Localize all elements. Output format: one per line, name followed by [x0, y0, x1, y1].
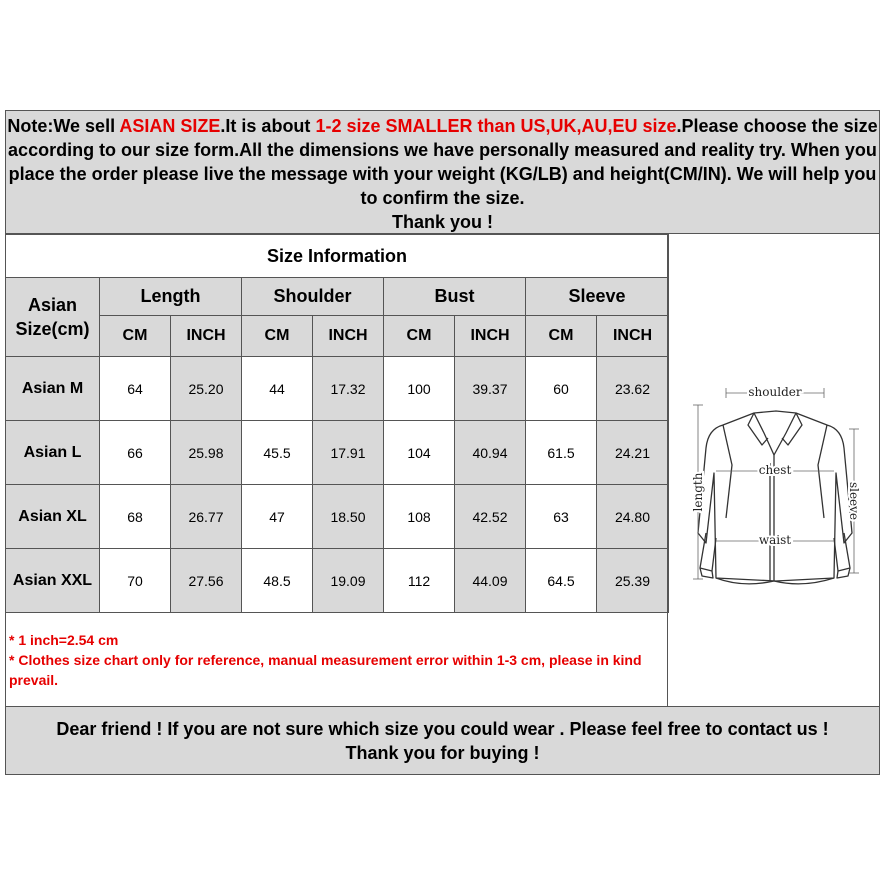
- cell-bust-inch: 44.09: [455, 549, 526, 613]
- measurement-notes: [5, 612, 668, 707]
- table-row: [6, 421, 669, 485]
- waist-label: waist: [758, 533, 792, 547]
- shirt-icon: [668, 233, 880, 705]
- size-table: [5, 234, 669, 613]
- note-text-2: .It is about: [220, 116, 316, 136]
- cell-length-inch: 26.77: [171, 485, 242, 549]
- cell-shoulder-inch: 19.09: [313, 549, 384, 613]
- cell-bust-inch: 42.52: [455, 485, 526, 549]
- cell-sleeve-cm: 63: [526, 485, 597, 549]
- inch-conversion-note: * 1 inch=2.54 cm: [9, 632, 119, 648]
- row-size-label: Asian XXL: [6, 549, 100, 613]
- row-size-label: Asian L: [6, 421, 100, 485]
- cell-bust-cm: 112: [384, 549, 455, 613]
- row-size-label: Asian M: [6, 357, 100, 421]
- cell-shoulder-cm: 47: [242, 485, 313, 549]
- note-asian-size: ASIAN SIZE: [119, 116, 221, 136]
- cell-shoulder-cm: 44: [242, 357, 313, 421]
- sleeve-label: sleeve: [847, 481, 861, 521]
- cell-length-cm: 64: [100, 357, 171, 421]
- cell-sleeve-cm: 61.5: [526, 421, 597, 485]
- cell-length-cm: 66: [100, 421, 171, 485]
- cell-bust-cm: 100: [384, 357, 455, 421]
- group-header-length: Length: [100, 278, 242, 316]
- unit-header-inch: INCH: [171, 316, 242, 357]
- unit-header-cm: CM: [100, 316, 171, 357]
- shoulder-label: shoulder: [748, 385, 802, 399]
- note-smaller-warning: 1-2 size SMALLER than US,UK,AU,EU size: [315, 116, 677, 136]
- chest-label: chest: [758, 463, 792, 477]
- cell-length-inch: 25.98: [171, 421, 242, 485]
- group-header-bust: Bust: [384, 278, 526, 316]
- cell-shoulder-inch: 18.50: [313, 485, 384, 549]
- cell-sleeve-inch: 24.21: [597, 421, 669, 485]
- note-text-3: .Please choose the size according to our size form.All the dimensions we have personally measured and reality try. When you place the order please live the message with your weight (KG/LB) and height(CM/IN). We will help you to confirm the size.: [8, 116, 878, 208]
- note-text-1: Note:We sell: [7, 116, 120, 136]
- cell-shoulder-inch: 17.32: [313, 357, 384, 421]
- cell-bust-inch: 40.94: [455, 421, 526, 485]
- group-header-shoulder: Shoulder: [242, 278, 384, 316]
- cell-sleeve-inch: 25.39: [597, 549, 669, 613]
- row-size-label: Asian XL: [6, 485, 100, 549]
- cell-length-inch: 27.56: [171, 549, 242, 613]
- cell-sleeve-cm: 60: [526, 357, 597, 421]
- size-column-header: Asian Size(cm): [6, 278, 100, 357]
- unit-header-inch: INCH: [455, 316, 526, 357]
- table-row: [6, 485, 669, 549]
- cell-sleeve-cm: 64.5: [526, 549, 597, 613]
- cell-shoulder-cm: 45.5: [242, 421, 313, 485]
- unit-header-cm: CM: [526, 316, 597, 357]
- table-row: [6, 357, 669, 421]
- cell-bust-cm: 108: [384, 485, 455, 549]
- group-header-sleeve: Sleeve: [526, 278, 669, 316]
- unit-header-cm: CM: [242, 316, 313, 357]
- table-row: [6, 549, 669, 613]
- unit-header-inch: INCH: [597, 316, 669, 357]
- length-label: length: [691, 472, 705, 512]
- note-thanks: Thank you !: [391, 212, 493, 232]
- shirt-measurement-diagram: [667, 233, 880, 707]
- contact-footer: [5, 706, 880, 775]
- contact-message: Dear friend ! If you are not sure which size you could wear . Please feel free to contact us !: [56, 719, 829, 739]
- cell-length-inch: 25.20: [171, 357, 242, 421]
- cell-bust-inch: 39.37: [455, 357, 526, 421]
- unit-header-cm: CM: [384, 316, 455, 357]
- cell-sleeve-inch: 24.80: [597, 485, 669, 549]
- cell-sleeve-inch: 23.62: [597, 357, 669, 421]
- cell-length-cm: 70: [100, 549, 171, 613]
- thank-you-message: Thank you for buying !: [345, 743, 540, 763]
- size-note-banner: [5, 110, 880, 234]
- cell-shoulder-cm: 48.5: [242, 549, 313, 613]
- cell-bust-cm: 104: [384, 421, 455, 485]
- cell-shoulder-inch: 17.91: [313, 421, 384, 485]
- unit-header-inch: INCH: [313, 316, 384, 357]
- table-title: Size Information: [6, 235, 669, 278]
- cell-length-cm: 68: [100, 485, 171, 549]
- reference-disclaimer-note: * Clothes size chart only for reference, manual measurement error within 1-3 cm, please in kind prevail.: [9, 652, 642, 688]
